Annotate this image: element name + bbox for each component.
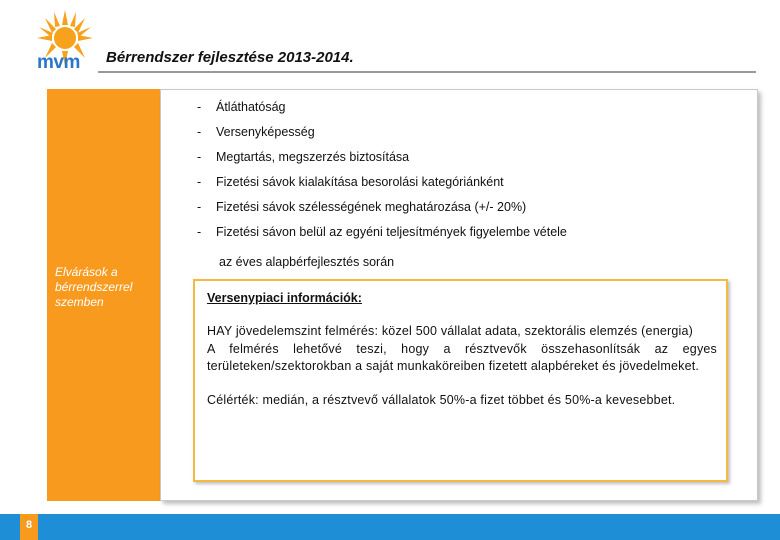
bullet-dash: - [197, 100, 202, 114]
bullet-dash: - [197, 200, 202, 214]
bullet-item [197, 125, 757, 150]
bullet-text: Megtartás, megszerzés biztosítása [216, 150, 410, 164]
info-paragraph: HAY jövedelemszint felmérés: közel 500 vállalat adata, szektorális elemzés (energia) [207, 324, 694, 338]
page-title: Bérrendszer fejlesztése 2013-2014. [106, 49, 354, 66]
info-paragraph: Célérték: medián, a résztvevő vállalatok 50%-a fizet többet és 50%-a kevesebbet. [207, 392, 676, 407]
info-text [207, 323, 717, 409]
bullet-text: Fizetési sávok kialakítása besorolási kategóriánként [216, 175, 504, 189]
bullet-text: Fizetési sávok szélességének meghatározása (+/- 20%) [216, 200, 527, 214]
logo-text: mvm [37, 52, 80, 73]
bullet-text: Versenyképesség [216, 125, 315, 139]
bullet-list [197, 100, 757, 250]
bullet-item [197, 175, 757, 200]
bullet-item [197, 200, 757, 225]
page-number: 8 [25, 519, 33, 531]
info-title: Versenypiaci információk: [207, 291, 362, 305]
bullet-dash: - [197, 150, 202, 164]
info-box [193, 279, 728, 482]
bullet-dash: - [197, 225, 202, 239]
sidebar-panel [47, 89, 160, 501]
bullet-text: Fizetési sávon belül az egyéni teljesítmények figyelembe vétele [216, 225, 567, 239]
title-divider [98, 71, 756, 73]
bullet-item [197, 150, 757, 175]
info-paragraph: A felmérés lehetővé teszi, hogy a résztvevők összehasonlítsák az egyes területeken/szektorokban a saját munkaköreiben fizetett alapbéreket és jövedelmeket. [207, 341, 717, 373]
bullet-continuation: az éves alapbérfejlesztés során [219, 255, 395, 269]
bullet-item [197, 100, 757, 125]
sidebar-label: Elvárások a bérrendszerrel szemben [55, 265, 133, 309]
bullet-item [197, 225, 757, 250]
bullet-dash: - [197, 125, 202, 139]
footer-bar [0, 514, 780, 540]
bullet-text: Átláthatóság [216, 100, 286, 114]
bullet-dash: - [197, 175, 202, 189]
